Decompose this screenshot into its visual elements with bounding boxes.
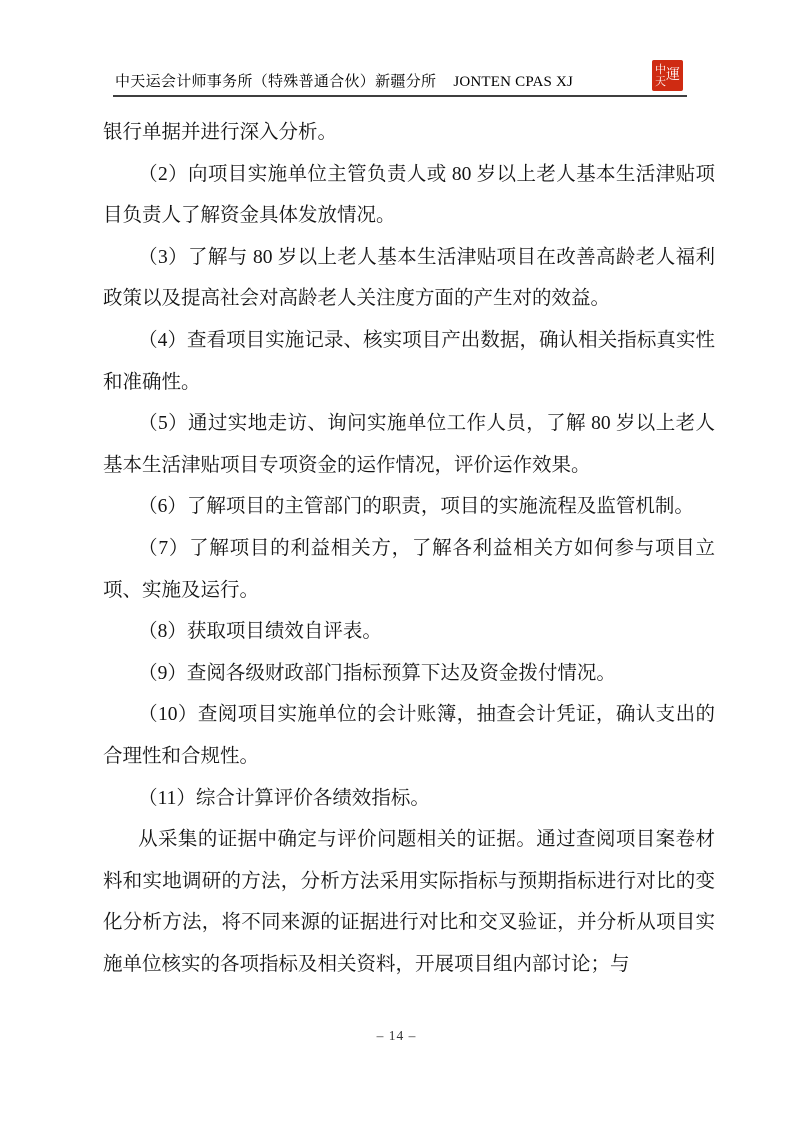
company-seal <box>652 60 683 91</box>
page-number: – 14 – <box>376 1028 417 1043</box>
seal-character: 中 <box>655 63 666 76</box>
body-paragraph: （6）了解项目的主管部门的职责，项目的实施流程及监管机制。 <box>138 496 694 518</box>
body-paragraph: （4）查看项目实施记录、核实项目产出数据，确认相关指标真实性和准确性。 <box>103 329 715 393</box>
document-body <box>103 112 715 985</box>
header-rule <box>113 95 687 97</box>
body-paragraph: （7）了解项目的利益相关方，了解各利益相关方如何参与项目立项、实施及运行。 <box>103 537 715 601</box>
firm-name-chinese: 中天运会计师事务所（特殊普通合伙）新疆分所 <box>115 74 437 90</box>
seal-character: 運 <box>666 68 680 83</box>
seal-character: 天 <box>655 75 666 88</box>
body-paragraph: （2）向项目实施单位主管负责人或 80 岁以上老人基本生活津贴项目负责人了解资金具体发放情况。 <box>103 163 715 227</box>
body-paragraph: （10）查阅项目实施单位的会计账簿，抽查会计凭证，确认支出的合理性和合规性。 <box>103 704 715 767</box>
page-header <box>115 70 675 91</box>
body-paragraph: （5）通过实地走访、询问实施单位工作人员，了解 80 岁以上老人基本生活津贴项目专项资金的运作情况，评价运作效果。 <box>103 413 715 476</box>
body-paragraph: 银行单据并进行深入分析。 <box>103 122 338 143</box>
body-paragraph: （9）查阅各级财政部门指标预算下达及资金拨付情况。 <box>138 662 616 684</box>
seal-left-column <box>655 64 666 88</box>
body-paragraph: （8）获取项目绩效自评表。 <box>138 621 382 643</box>
body-paragraph: 从采集的证据中确定与评价问题相关的证据。通过查阅项目案卷材料和实地调研的方法，分析方法采用实际指标与预期指标进行对比的变化分析方法，将不同来源的证据进行对比和交叉验证，并分析从项目实施单位核实的各项指标及相关资料，开展项目组内部讨论；与 <box>103 829 715 975</box>
firm-name-english: JONTEN CPAS XJ <box>453 74 574 90</box>
body-paragraph: （11）综合计算评价各绩效指标。 <box>138 787 430 809</box>
body-paragraph: （3）了解与 80 岁以上老人基本生活津贴项目在改善高龄老人福利政策以及提高社会对高龄老人关注度方面的产生对的效益。 <box>103 246 715 310</box>
seal-right-column <box>666 68 680 83</box>
